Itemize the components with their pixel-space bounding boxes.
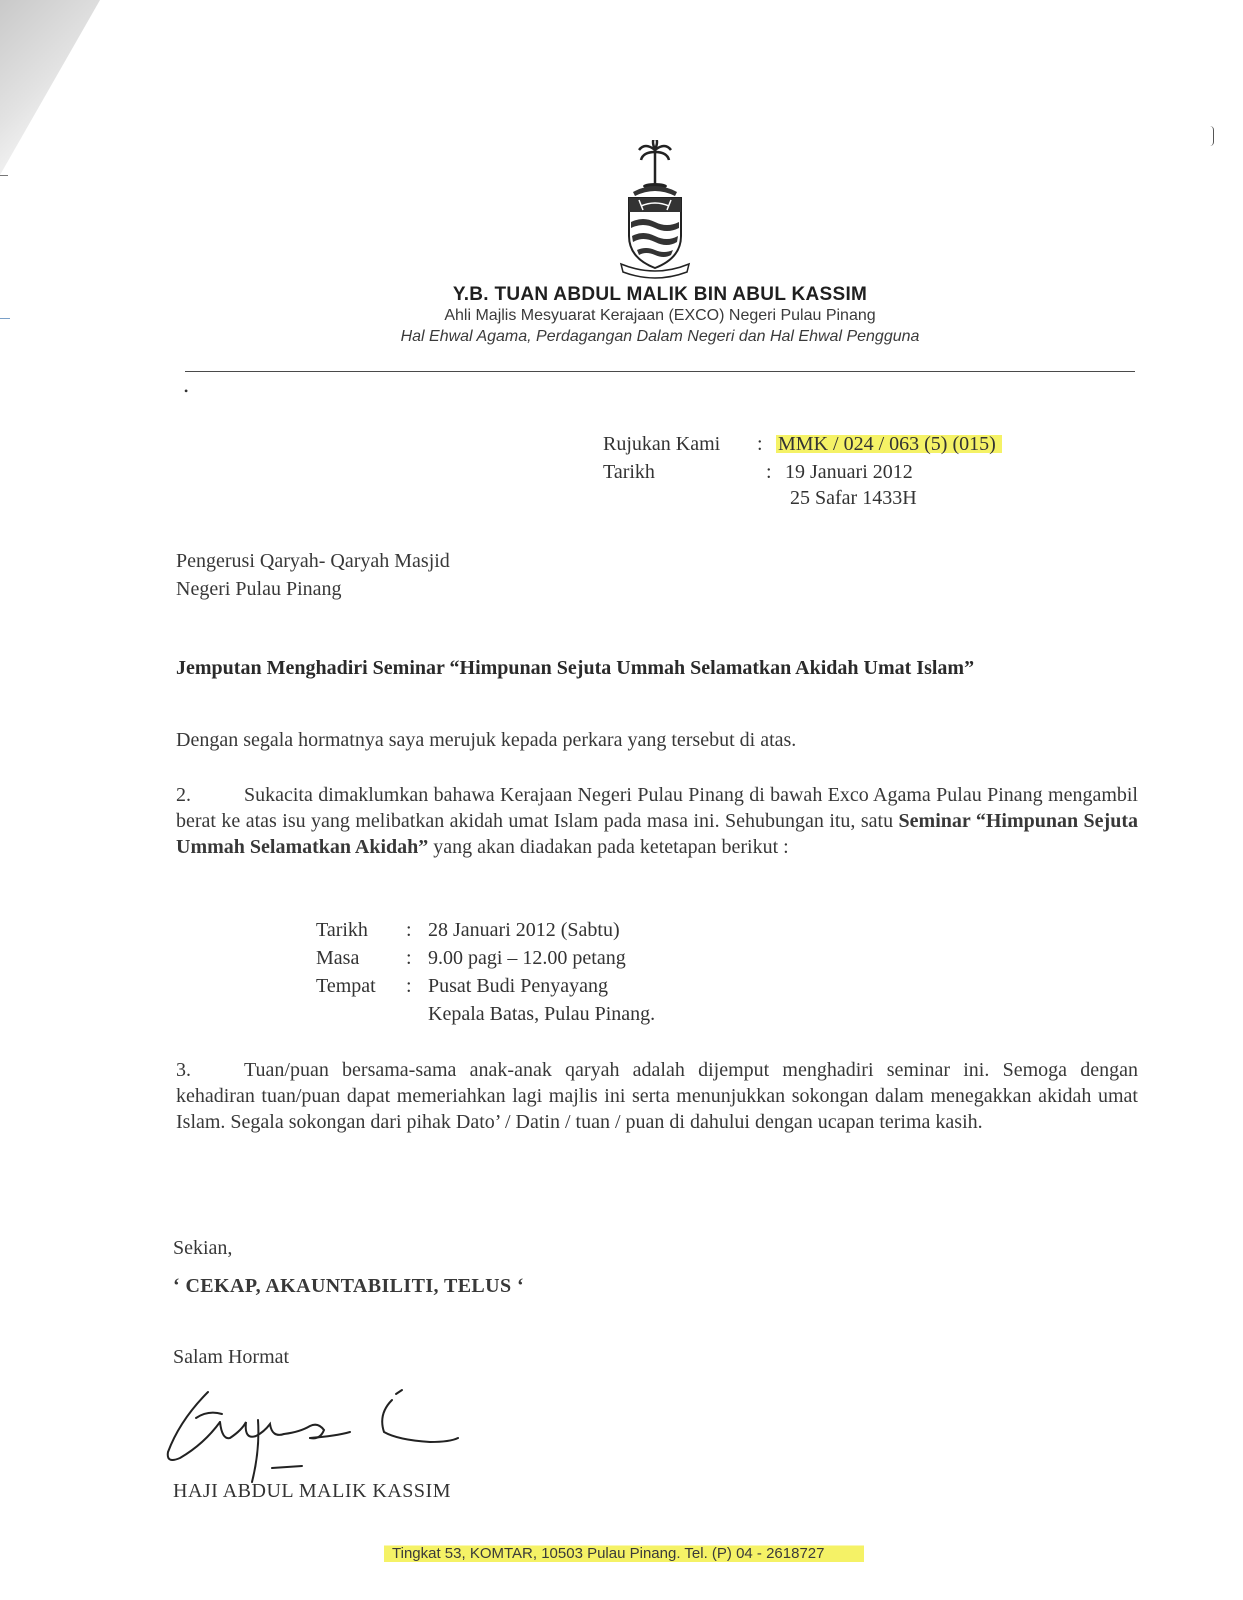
footer-address: Tingkat 53, KOMTAR, 10503 Pulau Pinang. Tel. (P) 04 - 2618727 — [384, 1542, 864, 1565]
penang-crest-icon — [615, 140, 695, 280]
paragraph-number: 3. — [176, 1059, 191, 1081]
signer-name: HAJI ABDUL MALIK KASSIM — [173, 1480, 451, 1502]
addressee-line: Pengerusi Qaryah- Qaryah Masjid — [176, 550, 450, 572]
reference-number: MMK / 024 / 063 (5) (015) — [776, 433, 1002, 456]
date-colon: : — [766, 461, 772, 483]
letterhead-role: Ahli Majlis Mesyuarat Kerajaan (EXCO) Negeri Pulau Pinang — [444, 307, 876, 324]
detail-value: Pusat Budi Penyayang — [428, 975, 608, 997]
detail-colon: : — [406, 919, 412, 941]
letterhead-name: Y.B. TUAN ABDUL MALIK BIN ABUL KASSIM — [452, 284, 868, 305]
date-value: 19 Januari 2012 — [785, 461, 913, 483]
scan-edge-mark — [1210, 126, 1214, 146]
event-details — [316, 916, 655, 1028]
detail-label: Tarikh — [316, 919, 368, 941]
letterhead-portfolio: Hal Ehwal Agama, Perdagangan Dalam Negeri dan Hal Ehwal Pengguna — [400, 328, 920, 345]
paragraph-text: Sukacita dimaklumkan bahawa Kerajaan Negeri Pulau Pinang di bawah Exco Agama Pulau Pinang mengambil berat ke atas isu yang melibatkan akidah umat Islam pada masa ini. Sehubungan itu, satu — [176, 784, 1138, 832]
paragraph-3 — [176, 1057, 1138, 1135]
detail-value: Kepala Batas, Pulau Pinang. — [428, 1003, 656, 1025]
letter-subject: Jemputan Menghadiri Seminar “Himpunan Sejuta Ummah Selamatkan Akidah Umat Islam” — [176, 657, 975, 679]
paragraph-opening: Dengan segala hormatnya saya merujuk kepada perkara yang tersebut di atas. — [176, 729, 797, 751]
closing-sekian: Sekian, — [173, 1237, 233, 1259]
addressee-line: Negeri Pulau Pinang — [176, 578, 342, 600]
scan-edge-mark — [0, 318, 10, 319]
detail-label: Tempat — [316, 975, 376, 997]
closing-salutation: Salam Hormat — [173, 1346, 290, 1368]
page-corner-fold — [0, 0, 100, 175]
detail-value: 9.00 pagi – 12.00 petang — [428, 947, 626, 969]
handwritten-signature — [160, 1380, 470, 1490]
scan-speck: • — [184, 384, 189, 398]
reference-colon: : — [757, 433, 763, 455]
detail-colon: : — [406, 947, 412, 969]
paragraph-number: 2. — [176, 784, 191, 806]
detail-label: Masa — [316, 947, 360, 969]
closing-motto: ‘ CEKAP, AKAUNTABILITI, TELUS ‘ — [173, 1275, 525, 1297]
hijri-date: 25 Safar 1433H — [790, 487, 917, 509]
letterhead-divider — [185, 371, 1135, 372]
paragraph-2 — [176, 782, 1138, 860]
paragraph-text: Tuan/puan bersama-sama anak-anak qaryah adalah dijemput menghadiri seminar ini. Semoga dengan kehadiran tuan/puan dapat memeriahkan lagi majlis ini serta menunjukkan sokongan dalam menegakkan akidah umat Islam. Segala sokongan dari pihak Dato’ / Datin / tuan / puan di dahului dengan ucapan terima kasih. — [176, 1059, 1138, 1133]
date-label: Tarikh — [603, 461, 655, 483]
scan-edge-mark — [0, 175, 8, 176]
detail-colon: : — [406, 975, 412, 997]
seminar-title: Seminar “Himpunan Sejuta Ummah Selamatkan Akidah” — [176, 810, 1138, 858]
detail-value: 28 Januari 2012 (Sabtu) — [428, 919, 620, 941]
paragraph-text: yang akan diadakan pada ketetapan berikut : — [428, 836, 789, 858]
reference-label: Rujukan Kami — [603, 433, 721, 455]
